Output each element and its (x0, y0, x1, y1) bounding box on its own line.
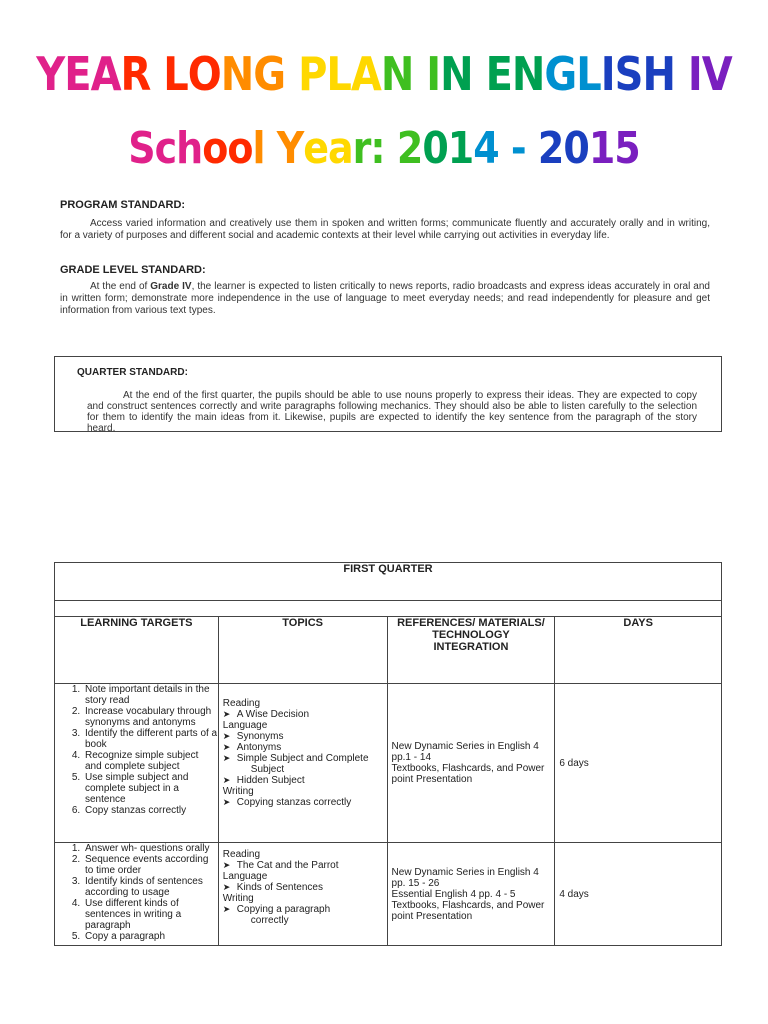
grade-name: Grade IV (150, 281, 192, 292)
list-item: 5. Use simple subject and complete subject in a sentence (83, 772, 218, 805)
header-row (55, 617, 722, 684)
days-cell: 6 days (555, 684, 722, 843)
topic-item: ➤ A Wise Decision (223, 709, 387, 720)
topic-group-label: Language (222, 871, 268, 882)
learning-targets-cell (55, 843, 219, 946)
program-standard-text: Access varied information and creatively use them in spoken and written forms; communicate fluently and accurately orally and in writing, for a variety of purposes and different social and academic contexts at their level while carrying out activities in everyday life. (60, 218, 710, 241)
header-days: DAYS (555, 617, 722, 684)
list-item: 2. Sequence events according to time order (83, 854, 218, 876)
references-cell: New Dynamic Series in English 4 pp.1 - 14 Textbooks, Flashcards, and Power point Presentation (387, 684, 555, 843)
learning-targets-cell (55, 684, 219, 843)
list-item: 4. Use different kinds of sentences in writing a paragraph (83, 898, 218, 931)
topic-group-label: Language (222, 720, 268, 731)
list-item: 4. Recognize simple subject and complete subject (83, 750, 218, 772)
targets-list (55, 684, 218, 816)
header-learning-targets: LEARNING TARGETS (55, 617, 219, 684)
grade-level-standard-heading: GRADE LEVEL STANDARD: (60, 264, 206, 276)
list-item: 1. Answer wh- questions orally (83, 843, 218, 854)
plan-table (54, 562, 722, 946)
spacer-row (55, 601, 722, 617)
topic-group-label: Reading (222, 698, 261, 709)
header-references: REFERENCES/ MATERIALS/ TECHNOLOGY INTEGRATION (387, 617, 555, 684)
quarter-standard-box (54, 356, 722, 432)
references-cell: New Dynamic Series in English 4 pp. 15 - 26 Essential English 4 pp. 4 - 5 Textbooks, Flashcards, and Power point Presentation (387, 843, 555, 946)
topic-item: ➤ Copying a paragraph (223, 904, 387, 915)
document-title: YEAR LONG PLAN IN ENGLISH IV (36, 48, 732, 102)
topic-item: ➤ Synonyms (223, 731, 387, 742)
list-item: 3. Identify kinds of sentences according to usage (83, 876, 218, 898)
topic-item-continuation: correctly (250, 915, 289, 926)
topic-item-continuation: Subject (250, 764, 285, 775)
topic-group-label: Writing (222, 786, 254, 797)
topic-item: ➤ Antonyms (223, 742, 387, 753)
quarter-standard-text: At the end of the first quarter, the pupils should be able to use nouns properly to express their ideas. They are expected to copy and construct sentences correctly and write paragraphs following mechanics. They should also be able to listen carefully to the selection for them to identify the main ideas from it. Likewise, pupils are expected to identify the key sentence from the paragraph of the story heard. (87, 390, 697, 434)
topics-cell (218, 843, 387, 946)
topic-item: ➤ Kinds of Sentences (223, 882, 387, 893)
topic-group-label: Reading (222, 849, 261, 860)
topic-item: ➤ Copying stanzas correctly (223, 797, 387, 808)
topic-item: ➤ The Cat and the Parrot (223, 860, 387, 871)
quarter-label: FIRST QUARTER (55, 563, 722, 601)
list-item: 1. Note important details in the story read (83, 684, 218, 706)
list-item: 6. Copy stanzas correctly (83, 805, 218, 816)
table-row (55, 684, 722, 843)
days-cell: 4 days (555, 843, 722, 946)
header-topics: TOPICS (218, 617, 387, 684)
quarter-row (55, 563, 722, 601)
grade-level-standard-text: At the end of Grade IV, the learner is expected to listen critically to news reports, radio broadcasts and express ideas accurately in oral and in written form; demonstrate more independence in the use of language to meet everyday needs; and read independently for pleasure and get information from various text types. (60, 281, 710, 316)
table-row (55, 843, 722, 946)
list-item: 2. Increase vocabulary through synonyms and antonyms (83, 706, 218, 728)
school-year-title: School Year: 2014 - 2015 (128, 122, 640, 174)
quarter-standard-heading: QUARTER STANDARD: (77, 367, 188, 378)
program-standard-heading: PROGRAM STANDARD: (60, 199, 186, 211)
list-item: 5. Copy a paragraph (83, 931, 218, 942)
topic-group-label: Writing (222, 893, 254, 904)
topics-cell (218, 684, 387, 843)
targets-list (55, 843, 218, 942)
topic-item: ➤ Simple Subject and Complete (223, 753, 387, 764)
topic-item: ➤ Hidden Subject (223, 775, 387, 786)
list-item: 3. Identify the different parts of a book (83, 728, 218, 750)
